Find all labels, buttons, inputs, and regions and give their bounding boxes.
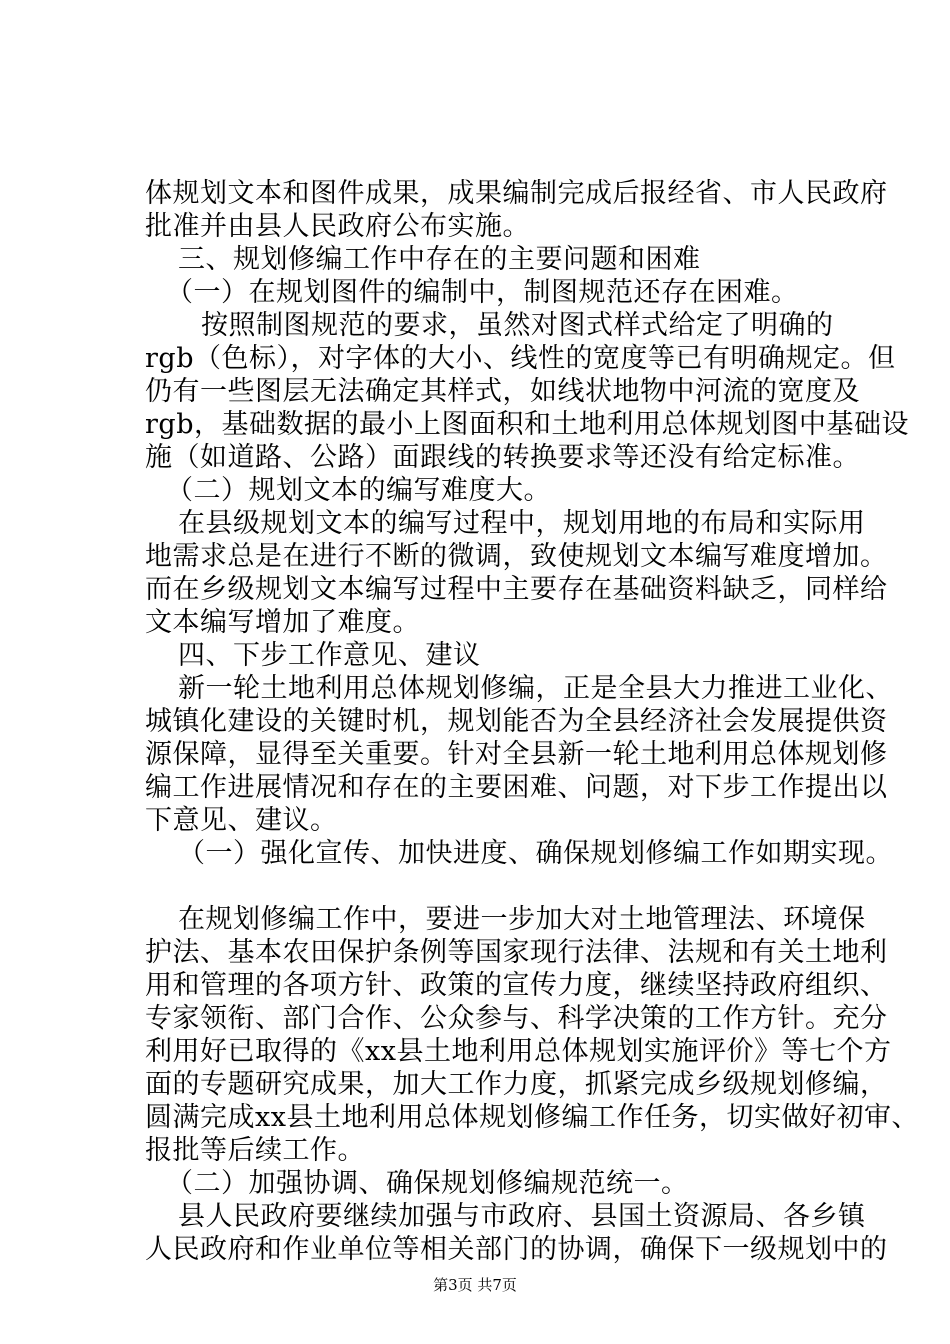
text-line: 体规划文本和图件成果，成果编制完成后报经省、市人民政府 <box>145 178 888 209</box>
subsection-heading: （一）强化宣传、加快进度、确保规划修编工作如期实现。 <box>178 838 893 869</box>
text-line: 用和管理的各项方针、政策的宣传力度，继续坚持政府组织、 <box>145 970 888 1001</box>
text-line: 护法、基本农田保护条例等国家现行法律、法规和有关土地利 <box>145 937 888 968</box>
text-line: 报批等后续工作。 <box>145 1135 365 1166</box>
text-line: 在规划修编工作中，要进一步加大对土地管理法、环境保 <box>178 904 866 935</box>
text-line: 仍有一些图层无法确定其样式，如线状地物中河流的宽度及 <box>145 376 860 407</box>
text-line: 专家领衔、部门合作、公众参与、科学决策的工作方针。充分 <box>145 1003 888 1034</box>
text-line: 下意见、建议。 <box>145 805 338 836</box>
text-line: 面的专题研究成果，加大工作力度，抓紧完成乡级规划修编， <box>145 1069 888 1100</box>
text-line: 按照制图规范的要求，虽然对图式样式给定了明确的 <box>201 310 834 341</box>
text-line: 城镇化建设的关键时机，规划能否为全县经济社会发展提供资 <box>145 706 888 737</box>
subsection-heading: （二）加强协调、确保规划修编规范统一。 <box>166 1168 689 1199</box>
text-line: 地需求总是在进行不断的微调，致使规划文本编写难度增加。 <box>145 541 888 572</box>
subsection-heading: （二）规划文本的编写难度大。 <box>166 475 551 506</box>
text-line: 县人民政府要继续加强与市政府、县国土资源局、各乡镇 <box>178 1201 866 1232</box>
text-line: 圆满完成xx县土地利用总体规划修编工作任务，切实做好初审、 <box>145 1102 919 1133</box>
text-line: 而在乡级规划文本编写过程中主要存在基础资料缺乏，同样给 <box>145 574 888 605</box>
section-heading: 四、下步工作意见、建议 <box>178 640 481 671</box>
text-line: 源保障，显得至关重要。针对全县新一轮土地利用总体规划修 <box>145 739 888 770</box>
text-line: rgb（色标），对字体的大小、线性的宽度等已有明确规定。但 <box>145 343 896 374</box>
text-line: 新一轮土地利用总体规划修编，正是全县大力推进工业化、 <box>178 673 893 704</box>
text-line: 利用好已取得的《xx县土地利用总体规划实施评价》等七个方 <box>145 1036 892 1067</box>
text-line: 施（如道路、公路）面跟线的转换要求等还没有给定标准。 <box>145 442 860 473</box>
text-line: 批准并由县人民政府公布实施。 <box>145 211 530 242</box>
section-heading: 三、规划修编工作中存在的主要问题和困难 <box>178 244 701 275</box>
page-footer: 第3页 共7页 <box>433 1276 517 1294</box>
text-line: 编工作进展情况和存在的主要困难、问题，对下步工作提出以 <box>145 772 888 803</box>
text-line: rgb，基础数据的最小上图面积和土地利用总体规划图中基础设 <box>145 409 909 440</box>
text-line: 文本编写增加了难度。 <box>145 607 420 638</box>
subsection-heading: （一）在规划图件的编制中，制图规范还存在困难。 <box>166 277 799 308</box>
text-line: 在县级规划文本的编写过程中，规划用地的布局和实际用 <box>178 508 866 539</box>
text-line: 人民政府和作业单位等相关部门的协调，确保下一级规划中的 <box>145 1234 888 1265</box>
